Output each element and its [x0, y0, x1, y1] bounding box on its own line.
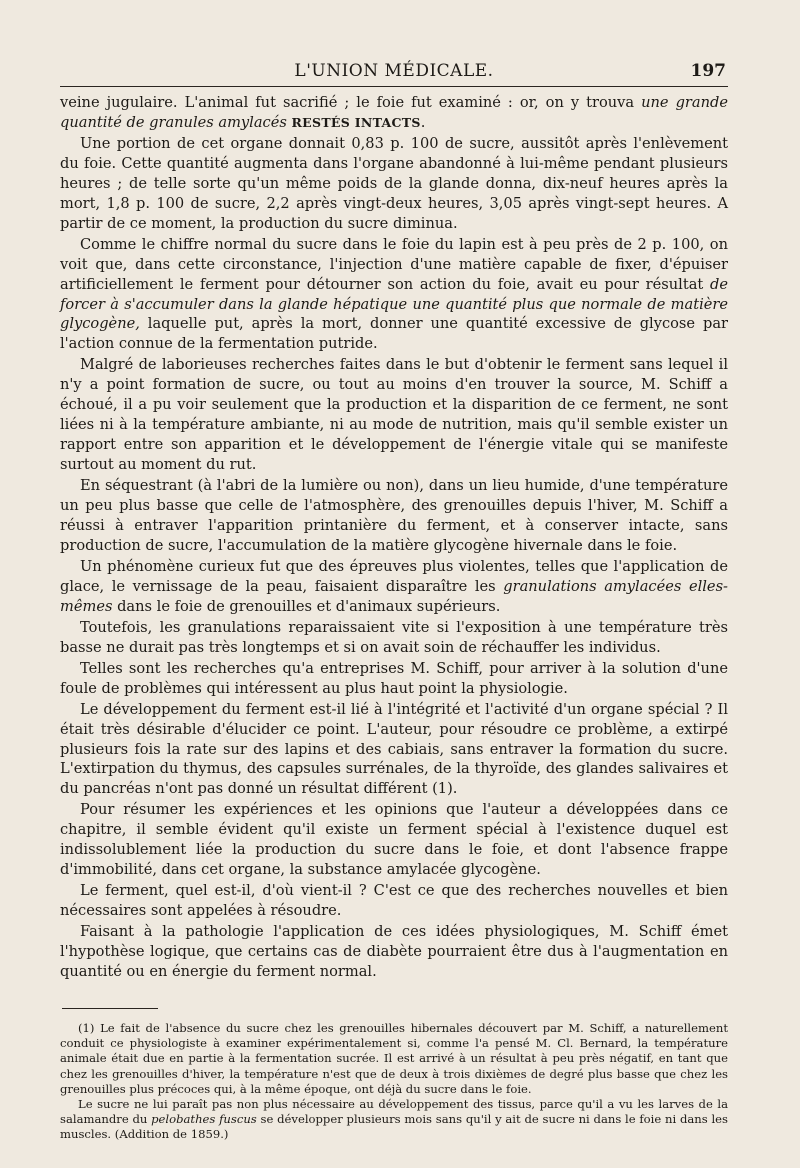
text-run: . — [420, 113, 426, 131]
text-run: Comme le chiffre normal du sucre dans le foie du lapin est à peu près de 2 p. 100, on voit que, dans cette circonstance, l'injection d'une matière capable de fixer, d'épuiser artificiellement le ferment pour détourner son action du foie, avait eu pour résultat — [60, 235, 728, 293]
paragraph: Une portion de cet organe donnait 0,83 p. 100 de sucre, aussitôt après l'enlèvement du foie. Cette quantité augmenta dans l'organe abandonné à lui-même pendant plusieurs heures ; de telle sorte qu'un même poids de la glande donna, dix-neuf heures après la mort, 1,8 p. 100 de sucre, 2,2 après vingt-deux heures, 3,05 après vingt-sept heures. A partir de ce moment, la production du sucre diminua. — [60, 134, 728, 232]
paragraph — [60, 557, 728, 617]
text-run: Le sucre ne lui paraît pas non plus nécessaire au développement des tissus, parce qu'il a vu les larves de la salamandre du — [60, 1096, 728, 1127]
footnotes — [60, 1021, 728, 1143]
paragraph: Le ferment, quel est-il, d'où vient-il ? C'est ce que des recherches nouvelles et bien nécessaires sont appelées à résoudre. — [60, 882, 728, 920]
text-run: se développer plusieurs mois sans qu'il y ait de sucre ni dans le foie ni dans les muscles. (Addition de 1859.) — [60, 1112, 728, 1142]
page-number: 197 — [690, 61, 726, 81]
footnote — [60, 1097, 728, 1143]
paragraph — [60, 235, 728, 355]
book-page — [60, 58, 728, 1143]
body-text — [60, 93, 728, 982]
italic-text-run: pelobathes fuscus — [151, 1112, 257, 1127]
small-caps-text-run: RESTÉS INTACTS — [291, 114, 421, 130]
text-run: veine jugulaire. L'animal fut sacrifié ; le foie fut examiné : or, on y trouva — [60, 94, 642, 111]
paragraph — [60, 93, 728, 133]
paragraph: Telles sont les recherches qu'a entreprises M. Schiff, pour arriver à la solution d'une foule de problèmes qui intéressent au plus haut point la physiologie. — [60, 659, 728, 697]
paragraph: Toutefois, les granulations reparaissaient vite si l'exposition à une température très basse ne durait pas très longtemps et si on avait soin de réchauffer les individus. — [60, 618, 728, 656]
text-run: Un phénomène curieux fut que des épreuves plus violentes, telles que l'application de glace, le vernissage de la peau, faisaient disparaître les — [60, 557, 728, 595]
italic-text-run: de forcer à s'accumuler dans la glande hépatique une quantité plus que normale de matière glycogène, — [60, 275, 728, 333]
italic-text-run: une grande quantité de granules amylacés — [60, 94, 728, 131]
paragraph: Faisant à la pathologie l'application de ces idées physiologiques, M. Schiff émet l'hypothèse logique, que certains cas de diabète pourraient être dus à l'augmentation en quantité ou en énergie du ferment normal. — [60, 923, 728, 980]
footnote-separator — [62, 1008, 158, 1009]
paragraph: En séquestrant (à l'abri de la lumière ou non), dans un lieu humide, d'une température un peu plus basse que celle de l'atmosphère, des grenouilles depuis l'hiver, M. Schiff a réussi à entraver l'apparition printanière du ferment, et à conserver intacte, sans production de sucre, l'accumulation de la matière glycogène hivernale dans le foie. — [60, 477, 728, 554]
text-run: laquelle put, après la mort, donner une quantité excessive de glycose par l'action connue de la fermentation putride. — [60, 315, 728, 353]
italic-text-run: granulations amylacées elles-mêmes — [60, 577, 728, 615]
page-header — [60, 58, 728, 87]
running-title: L'UNION MÉDICALE. — [294, 61, 494, 81]
paragraph: Malgré de laborieuses recherches faites dans le but d'obtenir le ferment sans lequel il n'y a point formation de sucre, ou tout au moins d'en trouver la source, M. Schiff a échoué, il a pu voir seulement que la production et la disparition de ce ferment, ne sont liées ni à la température ambiante, ni au mode de nutrition, mais qu'il semble exister un rapport entre son apparition et le développement de l'énergie vitale qui se manifeste surtout au moment du rut. — [60, 356, 728, 474]
paragraph: Pour résumer les expériences et les opinions que l'auteur a développées dans ce chapitre, il semble évident qu'il existe un ferment spécial à l'existence duquel est indissolublement liée la production du sucre dans le foie, et dont l'absence frappe d'immobilité, dans cet organe, la substance amylacée glycogène. — [60, 801, 728, 879]
text-run: dans le foie de grenouilles et d'animaux supérieurs. — [112, 597, 501, 615]
paragraph: Le développement du ferment est-il lié à l'intégrité et l'activité d'un organe spécial ? Il était très désirable d'élucider ce point. L'auteur, pour résoudre ce problème, a extirpé plusieurs fois la rate sur des lapins et des cabiais, sans entraver la formation du sucre. L'extirpation du thymus, des capsules surrénales, de la thyroïde, des glandes salivaires et du pancréas n'ont pas donné un résultat différent (1). — [60, 700, 728, 798]
footnote: (1) Le fait de l'absence du sucre chez les grenouilles hibernales découvert par M. Schiff, a naturellement conduit ce physiologiste à examiner expérimentalement si, comme l'a pensé M. Cl. Bernard, la température animale était due en partie à la fermentation sucrée. Il est arrivé à un résultat à peu près négatif, en tant que chez les grenouilles d'hiver, la température n'est que de deux à trois dixièmes de degré plus basse que chez les grenouilles plus précoces qui, à la même époque, ont déjà du sucre dans le foie. — [60, 1020, 728, 1096]
